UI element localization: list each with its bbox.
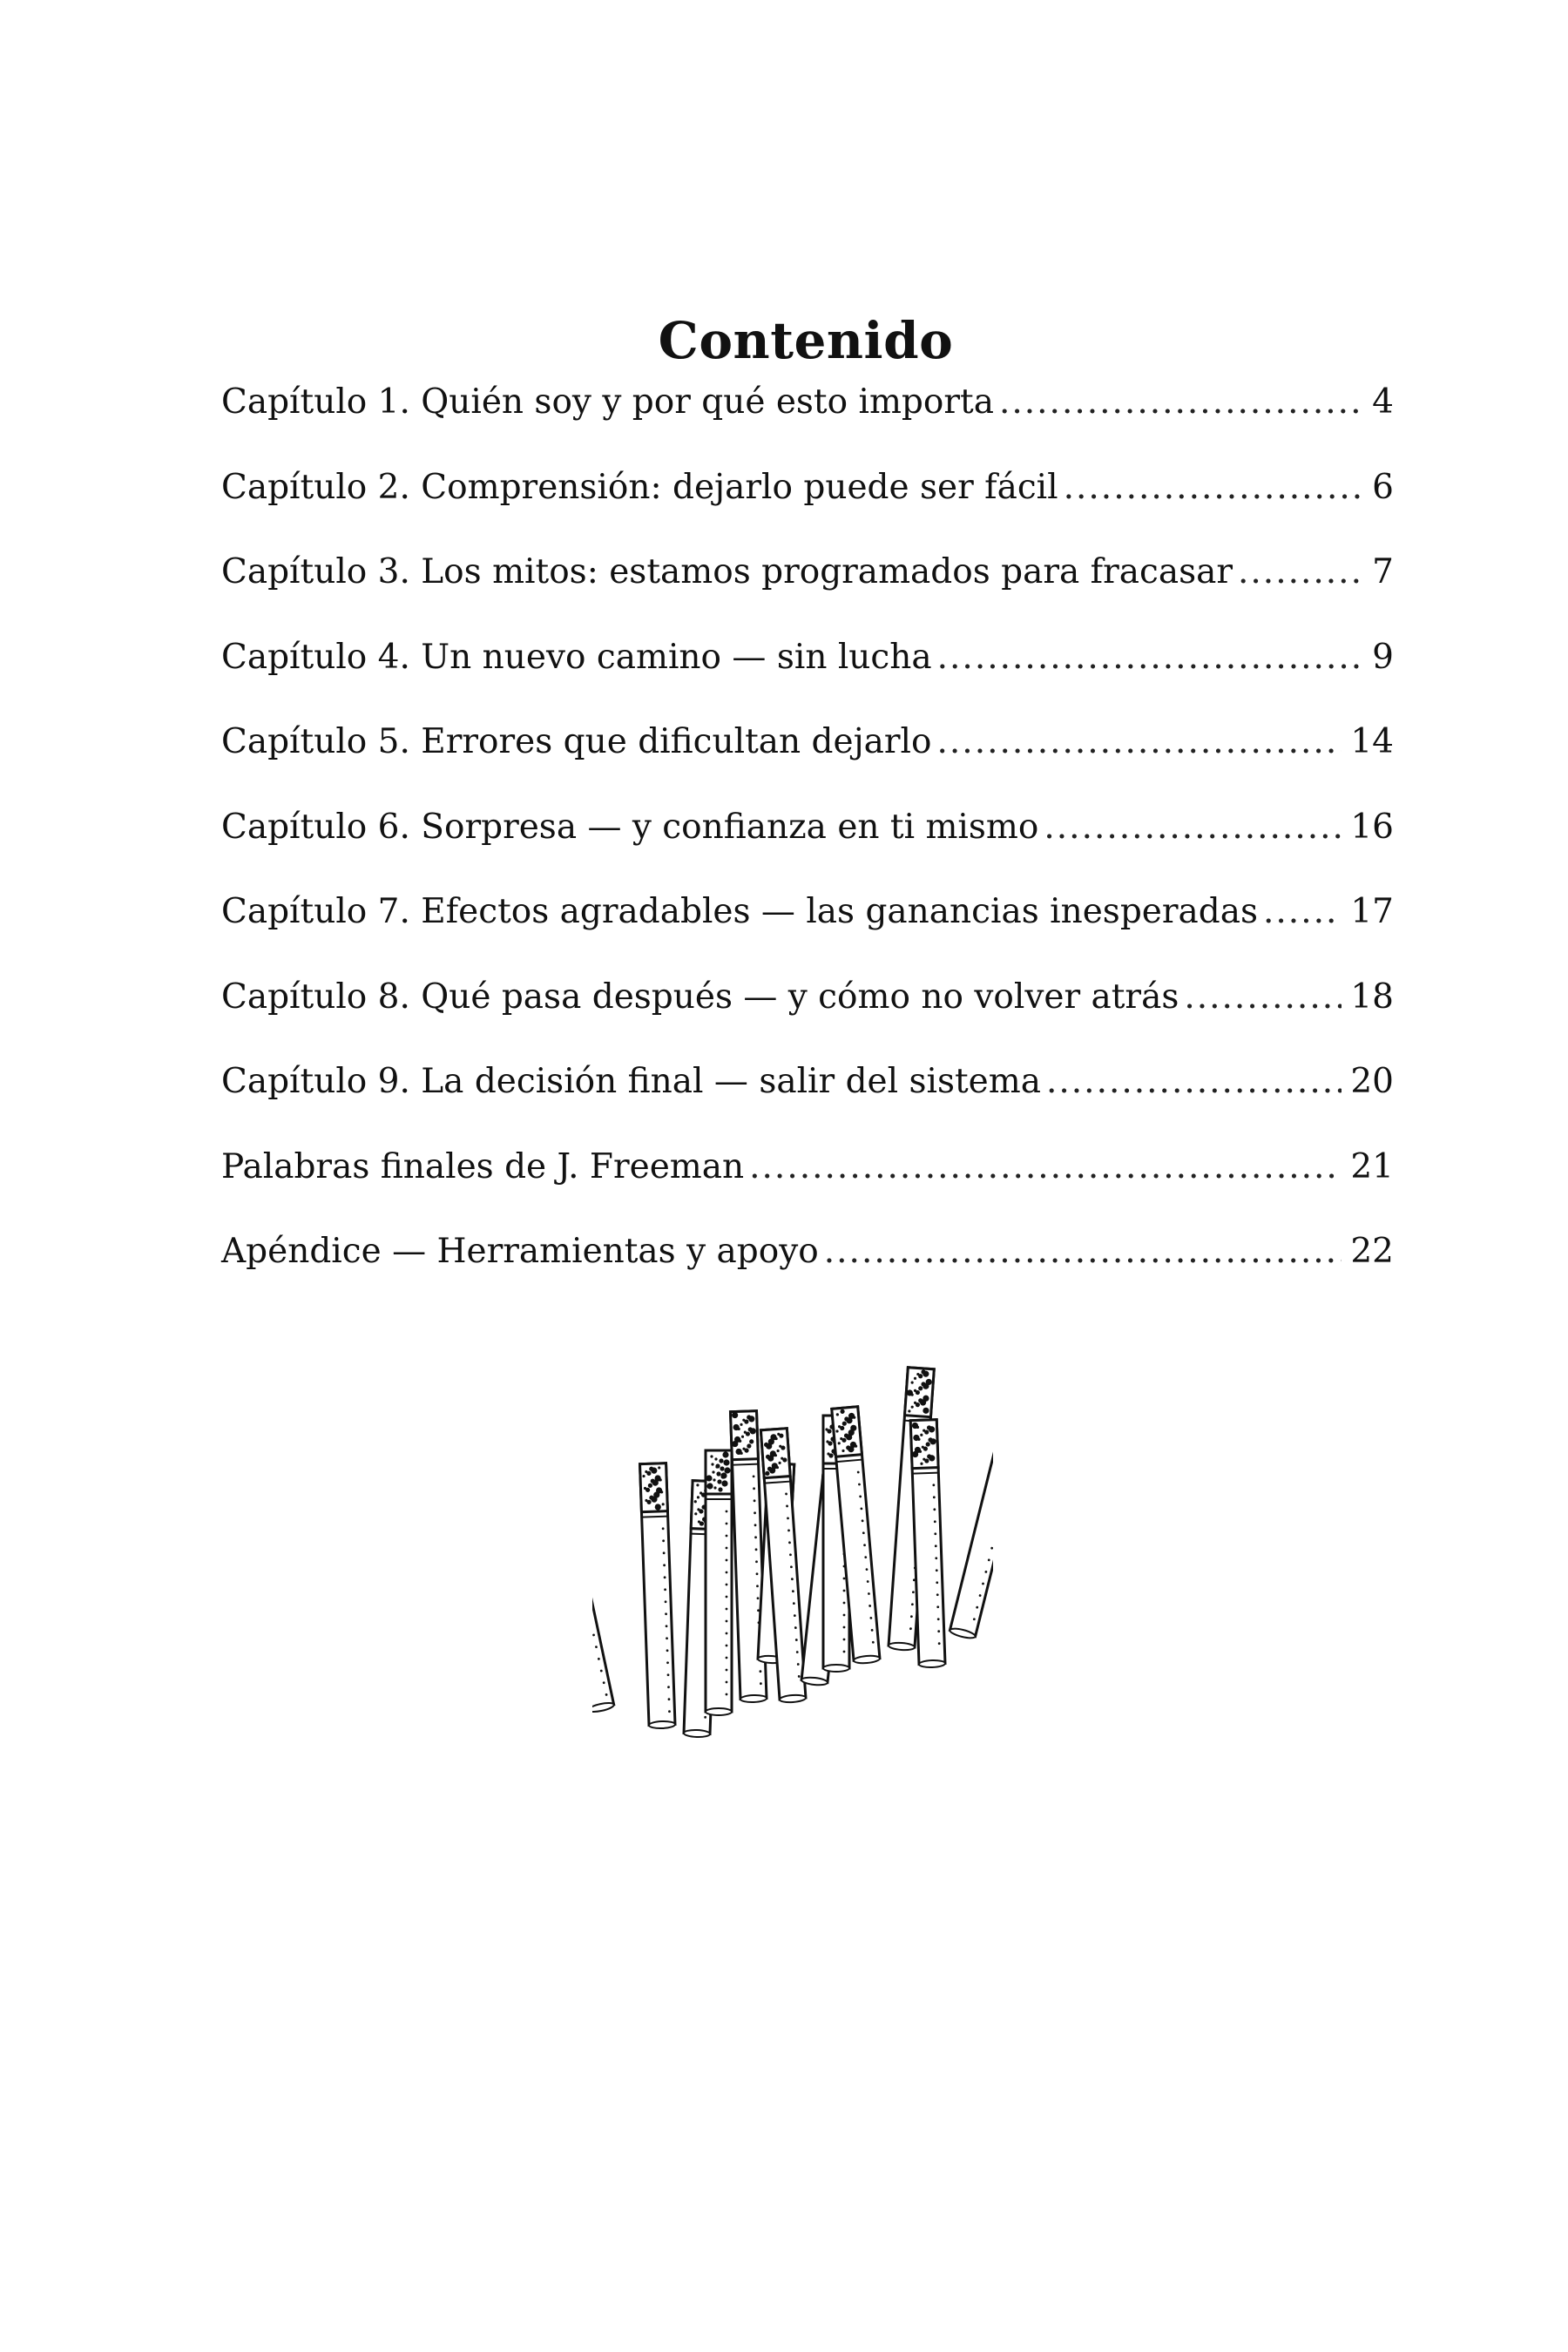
toc-entry-page: 16 [1350, 807, 1394, 847]
toc-entry-page: 17 [1350, 892, 1394, 931]
toc-entry-label: Capítulo 2. Comprensión: dejarlo puede ser fácil [221, 467, 1058, 507]
toc-entry[interactable] [221, 801, 1394, 887]
toc-entry-label: Capítulo 1. Quién soy y por qué esto importa [221, 382, 994, 422]
dot-leader [1263, 886, 1342, 938]
toc-entry-page: 7 [1372, 552, 1394, 591]
toc-entry-page: 4 [1372, 382, 1394, 422]
toc-entry-page: 22 [1350, 1232, 1394, 1271]
toc-entry-page: 6 [1372, 467, 1394, 507]
toc-entry-label: Palabras finales de J. Freeman [221, 1146, 745, 1186]
toc-entry-page: 20 [1350, 1062, 1394, 1101]
toc-entry-label: Capítulo 8. Qué pasa después — y cómo no volver atrás [221, 977, 1179, 1017]
toc-entry[interactable] [221, 376, 1394, 462]
toc-entry[interactable] [221, 546, 1394, 632]
page-title: Contenido [658, 310, 954, 370]
toc-entry-page: 9 [1372, 637, 1394, 677]
toc-entry-page: 14 [1350, 722, 1394, 761]
toc-entry[interactable] [221, 1141, 1394, 1227]
dot-leader [1184, 971, 1342, 1024]
toc-entry-label: Apéndice — Herramientas y apoyo [221, 1232, 819, 1271]
toc-entry-label: Capítulo 6. Sorpresa — y confianza en ti mismo [221, 807, 1039, 847]
toc-entry[interactable] [221, 1056, 1394, 1141]
toc-entry-page: 18 [1350, 977, 1394, 1017]
toc-entry-label: Capítulo 5. Errores que dificultan dejarlo [221, 722, 932, 761]
toc-entry-label: Capítulo 4. Un nuevo camino — sin lucha [221, 637, 932, 677]
toc-entry-label: Capítulo 7. Efectos agradables — las ganancias inesperadas [221, 892, 1258, 931]
toc-entry[interactable] [221, 716, 1394, 801]
toc-entry-label: Capítulo 9. La decisión final — salir del sistema [221, 1062, 1041, 1101]
dot-leader [749, 1141, 1342, 1193]
dot-leader [1238, 546, 1363, 598]
toc-entry[interactable] [221, 462, 1394, 547]
dot-leader [937, 716, 1342, 768]
dot-leader [824, 1226, 1342, 1278]
toc-entry-label: Capítulo 3. Los mitos: estamos programados para fracasar [221, 552, 1233, 591]
dot-leader [937, 632, 1364, 684]
cigarettes-bundle-icon [592, 1315, 993, 1751]
dot-leader [1064, 462, 1364, 514]
toc-list [221, 376, 1394, 1311]
toc-entry-page: 21 [1350, 1146, 1394, 1186]
toc-entry[interactable] [221, 632, 1394, 717]
toc-entry[interactable] [221, 971, 1394, 1057]
dot-leader [999, 376, 1363, 429]
dot-leader [1046, 1056, 1342, 1108]
dot-leader [1044, 801, 1342, 854]
toc-entry[interactable] [221, 1226, 1394, 1311]
toc-entry[interactable] [221, 886, 1394, 971]
